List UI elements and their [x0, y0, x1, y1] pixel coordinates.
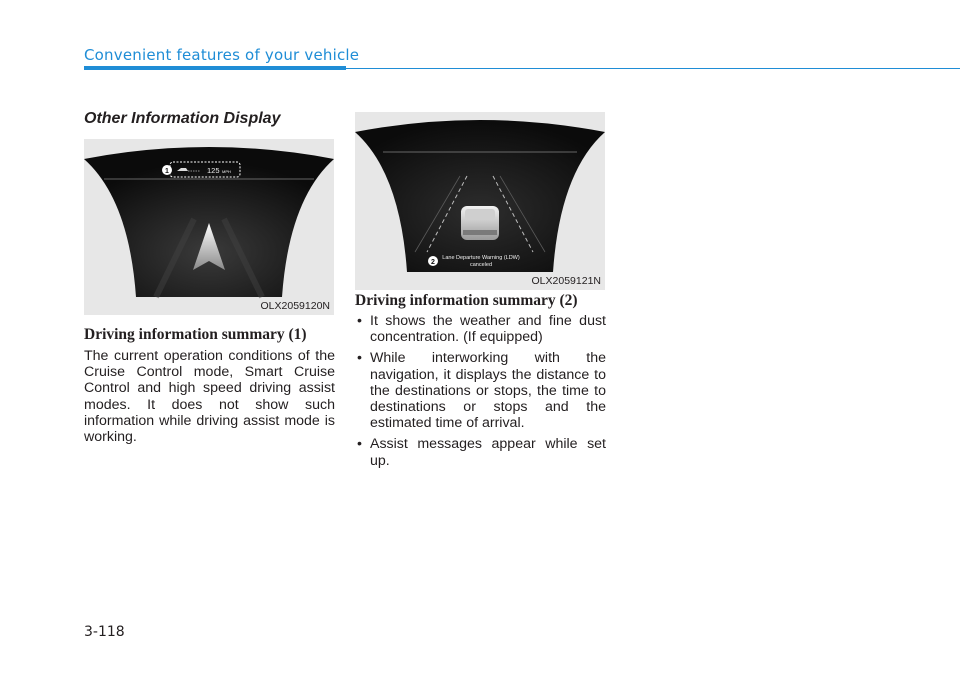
- cluster-display-illustration-1: [84, 139, 334, 315]
- figure-code-1: OLX2059120N: [260, 300, 330, 312]
- summary-1-text: The current operation conditions of the Cruise Control mode, Smart Cruise Control and high speed driving assist modes. It does not show such information while driving assist mode is working.: [84, 348, 335, 446]
- bullet-icon: •: [357, 350, 362, 367]
- page-number: 3-118: [84, 624, 125, 640]
- figure-cluster-summary-1: [84, 139, 334, 315]
- callout-number-1: 1: [165, 168, 169, 175]
- chapter-title: Convenient features of your vehicle: [84, 46, 360, 64]
- summary-1-heading: Driving information summary (1): [84, 326, 307, 343]
- callout-number-2: 2: [431, 259, 435, 266]
- figure-cluster-summary-2: [355, 112, 605, 290]
- summary-2-heading: Driving information summary (2): [355, 292, 578, 309]
- speed-value: 125: [207, 166, 220, 175]
- ldw-message-line1: Lane Departure Warning (LDW): [442, 255, 520, 261]
- list-item: • While interworking with the navigation, it displays the distance to the destinations or stops, the time to destinations or stops and the estimated time of arrival.: [357, 350, 606, 432]
- header-accent-bar: [84, 66, 346, 70]
- bullet-icon: •: [357, 313, 362, 329]
- ldw-message-line2: canceled: [469, 262, 493, 268]
- section-title: Other Information Display: [84, 110, 281, 127]
- bullet-icon: •: [357, 436, 362, 453]
- list-item: • Assist messages appear while set up.: [357, 436, 606, 469]
- summary-2-bullet-list: [355, 313, 606, 474]
- list-item: • It shows the weather and fine dust concentration. (If equipped): [357, 313, 606, 346]
- figure-code-2: OLX2059121N: [531, 275, 601, 287]
- speed-unit: MPH: [222, 169, 231, 174]
- cluster-display-illustration-2: [355, 112, 605, 290]
- header-rule: [346, 68, 960, 70]
- vehicle-icon: [461, 206, 499, 240]
